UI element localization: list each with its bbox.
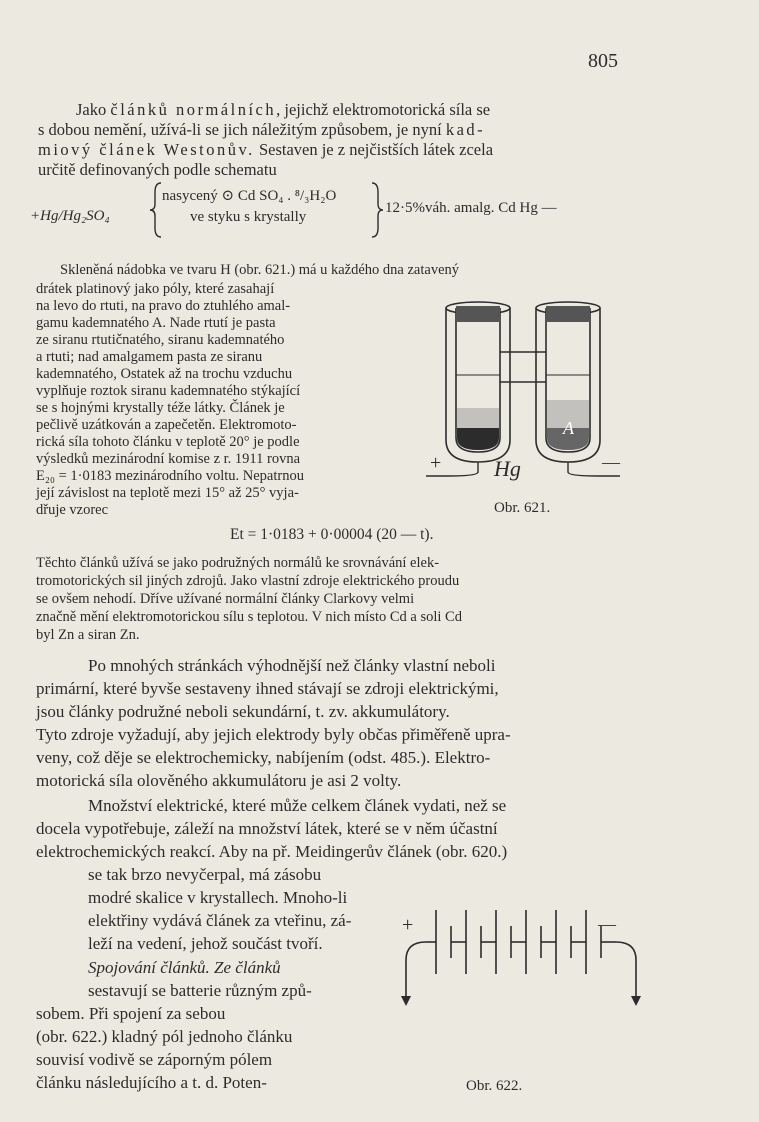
para5-narrow-line: leží na vedení, jehož součást tvoří. bbox=[88, 934, 323, 953]
fig621-plus-label: + bbox=[430, 452, 442, 474]
para5-narrow-line: modré skalice v krystallech. Mnoho-li bbox=[88, 888, 348, 907]
formula1-left: +Hg/Hg₂SO₄ bbox=[30, 208, 110, 224]
para4-line: Tyto zdroje vyžadují, aby jejich elektrody byly občas přiměřeně upra- bbox=[36, 725, 511, 744]
para3-line: značně mění elektromotorickou sílu s teplotou. V nich místo Cd a soli Cd bbox=[36, 609, 462, 625]
para2-line: dřuje vzorec bbox=[36, 502, 109, 518]
para5-narrow-line: článku následujícího a t. d. Poten- bbox=[36, 1073, 267, 1092]
para5-narrow-line: souvisí vodivě se záporným pólem bbox=[36, 1050, 273, 1069]
para5-line: elektrochemických reakcí. Aby na př. Meidingerův článek (obr. 620.) bbox=[36, 842, 508, 861]
para2-line: výsledků mezinárodní komise z r. 1911 rovna bbox=[36, 451, 301, 467]
para4-line: Po mnohých stránkách výhodnější než články vlastní neboli bbox=[88, 656, 496, 675]
para2-line: a rtuti; nad amalgamem pasta ze siranu bbox=[36, 349, 263, 365]
para1-line-4: určitě definovaných podle schematu bbox=[38, 160, 277, 179]
para2-line: vyplňuje roztok siranu kademnatého stýkající bbox=[36, 383, 301, 399]
fig622-caption: Obr. 622. bbox=[466, 1078, 523, 1094]
fig621-caption: Obr. 621. bbox=[494, 500, 551, 516]
para2-line: kademnatého, Ostatek až na trochu vzduchu bbox=[36, 366, 293, 382]
para3-line: tromotorických sil jiných zdrojů. Jako vlastní zdroje elektrického proudu bbox=[36, 573, 460, 589]
formula2: Et = 1·0183 + 0·00004 (20 — t). bbox=[230, 526, 434, 543]
para1-line-1: Jako článků normálních, jejichž elektromotorická síla se bbox=[76, 100, 491, 119]
para5-narrow-line: se tak brzo nevyčerpal, má zásobu bbox=[88, 865, 322, 884]
para5-narrow-line: (obr. 622.) kladný pól jednoho článku bbox=[36, 1027, 293, 1046]
fig621-minus-label: — bbox=[602, 452, 620, 472]
formula1-bottom: ve styku s krystally bbox=[190, 209, 307, 225]
para4-line: veny, což děje se elektrochemicky, nabíjením (odst. 485.). Elektro- bbox=[36, 748, 491, 767]
para3-line: byl Zn a siran Zn. bbox=[36, 627, 140, 643]
formula1-right: 12·5%váh. amalg. Cd Hg — bbox=[385, 200, 557, 216]
figure-622-battery bbox=[396, 900, 656, 1050]
para4-line: motorická síla olověného akkumulátoru je asi 2 volty. bbox=[36, 771, 402, 790]
fig622-plus-label: + bbox=[402, 914, 414, 936]
para2-line: se s hojnými krystally téže látky. Článek je bbox=[36, 400, 285, 416]
para4-line: primární, které byvše sestaveny ihned stávají se zdroji elektrickými, bbox=[36, 679, 499, 698]
para3-line: Těchto článků užívá se jako podružných normálů ke srovnávání elek- bbox=[36, 555, 440, 571]
para2-line: její závislost na teplotě mezi 15° až 25° vyja- bbox=[36, 485, 299, 501]
fig621-a-label: A bbox=[563, 418, 574, 438]
para5-narrow-line: elektřiny vydává článek za vteřinu, zá- bbox=[88, 911, 352, 930]
fig622-minus-label: — bbox=[598, 914, 616, 934]
para2-line: gamu kademnatého A. Nade rtutí je pasta bbox=[36, 315, 276, 331]
para2-line: na levo do rtuti, na pravo do ztuhlého amal- bbox=[36, 298, 291, 314]
para5-line: docela vypotřebuje, záleží na množství látek, které se v něm účastní bbox=[36, 819, 498, 838]
page-number: 805 bbox=[588, 50, 618, 72]
para1-line-2: s dobou nemění, užívá-li se jich náležitým způsobem, je nyní kad- bbox=[38, 120, 486, 139]
para5-narrow-line: sestavují se batterie různým způ- bbox=[88, 981, 312, 1000]
formula1-top: nasycený ⊙ Cd SO₄ . ⁸/₃H₂O bbox=[162, 188, 337, 204]
para5-line: Množství elektrické, které může celkem článek vydati, než se bbox=[88, 796, 507, 815]
para2-line: rická síla tohoto článku v teplotě 20° je podle bbox=[36, 434, 300, 450]
para3-line: se ovšem nehodí. Dříve užívané normální články Clarkovy velmi bbox=[36, 591, 415, 607]
para2-line: E₂₀ = 1·0183 mezinárodního voltu. Nepatrnou bbox=[36, 468, 304, 484]
para2-intro: Skleněná nádobka ve tvaru H (obr. 621.) má u každého dna zatavený bbox=[60, 262, 460, 278]
para1-line-3: miový článek Westonův. Sestaven je z nejčistších látek zcela bbox=[38, 140, 494, 159]
para2-line: pečlivě uzátkován a zapečetěn. Elektromoto- bbox=[36, 417, 297, 433]
para2-line: drátek platinový jako póly, které zasahají bbox=[36, 281, 275, 297]
para5-narrow-line: Spojování článků. Ze článků bbox=[88, 958, 281, 977]
para2-line: ze siranu rtutičnatého, siranu kademnatého bbox=[36, 332, 285, 348]
para5-narrow-line: sobem. Při spojení za sebou bbox=[36, 1004, 226, 1023]
figure-621-h-cell bbox=[428, 290, 628, 490]
para4-line: jsou články podružné neboli sekundární, t. zv. akkumulátory. bbox=[36, 702, 450, 721]
fig621-hg-label: Hg bbox=[494, 456, 521, 481]
